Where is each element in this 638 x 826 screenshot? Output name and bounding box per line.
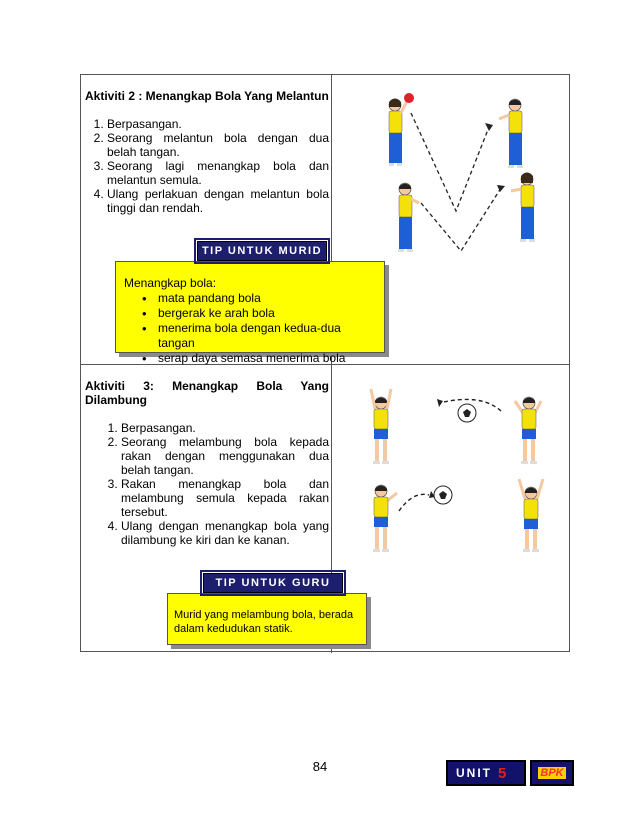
toss-arc-bottom xyxy=(399,494,429,511)
tip-guru-box xyxy=(167,593,367,645)
tip-guru-text: Murid yang melambung bola, berada dalam kedudukan statik. xyxy=(174,609,354,635)
unit-number: 5 xyxy=(498,764,509,782)
unit-badge xyxy=(446,760,526,786)
activity-2-step: 1. Berpasangan. xyxy=(107,117,329,131)
arrow-head-icon xyxy=(497,185,505,192)
boy-thrower-figure xyxy=(398,183,419,252)
girl-thrower-figure xyxy=(389,99,407,167)
tip-murid-box xyxy=(115,261,385,365)
activity-2-text xyxy=(85,89,329,215)
activity-3-title: Aktiviti 3: Menangkap Bola Yang Dilambung xyxy=(85,379,329,407)
tip-murid-point: • serap daya semasa menerima bola xyxy=(138,351,376,366)
activity-3-step: 3. Rakan menangkap bola dan melambung semula kepada rakan tersebut. xyxy=(121,477,329,519)
activity-3-text xyxy=(85,379,329,547)
boy-catcher-figure xyxy=(371,389,391,464)
tip-guru-label: TIP UNTUK GURU xyxy=(203,573,343,593)
activity-2-title: Aktiviti 2 : Menangkap Bola Yang Melantun xyxy=(85,89,329,103)
bounce-pass-illustration xyxy=(381,93,561,263)
activity-2-step: 3. Seorang lagi menangkap bola dan melantun semula. xyxy=(107,159,329,187)
soccer-ball-icon xyxy=(458,404,476,422)
arrow-head-icon xyxy=(437,399,443,407)
bpk-logo xyxy=(530,760,574,786)
bounce-path-top xyxy=(411,113,489,211)
activity-2-row xyxy=(81,75,569,365)
unit-label: UNIT xyxy=(456,766,492,780)
tip-murid-heading: Menangkap bola: xyxy=(124,276,217,290)
arrow-head-icon xyxy=(485,123,493,131)
bpk-logo-text: BPK xyxy=(540,767,564,779)
boy-tosser-figure xyxy=(373,485,397,552)
boy-catcher-figure xyxy=(519,479,543,552)
tip-murid-point: • bergerak ke arah bola xyxy=(138,306,376,321)
tip-murid-points xyxy=(124,291,376,366)
toss-pass-illustration xyxy=(351,383,561,573)
activity-2-step: 2. Seorang melantun bola dengan dua belah tangan. xyxy=(107,131,329,159)
tip-murid-point: • menerima bola dengan kedua-dua tangan xyxy=(138,321,376,351)
red-ball-icon xyxy=(404,93,414,103)
boy-tosser-figure xyxy=(515,397,541,464)
activity-3-step: 4. Ulang dengan menangkap bola yang dilambung ke kiri dan ke kanan. xyxy=(121,519,329,547)
girl-receiver-figure xyxy=(511,173,535,243)
soccer-ball-icon xyxy=(434,486,452,504)
boy-receiver-figure xyxy=(499,99,523,168)
activity-2-step: 4. Ulang perlakuan dengan melantun bola tinggi dan rendah. xyxy=(107,187,329,215)
activity-3-step: 2. Seorang melambung bola kepada rakan dengan menggunakan dua belah tangan. xyxy=(121,435,329,477)
activity-3-steps xyxy=(85,421,329,547)
activity-3-row xyxy=(81,365,569,653)
tip-murid-point: • mata pandang bola xyxy=(138,291,376,306)
page-number: 84 xyxy=(312,759,328,774)
activity-3-step: 1. Berpasangan. xyxy=(121,421,329,435)
activity-table xyxy=(80,74,570,652)
tip-murid-label: TIP UNTUK MURID xyxy=(197,241,327,261)
activity-2-steps xyxy=(85,117,329,215)
